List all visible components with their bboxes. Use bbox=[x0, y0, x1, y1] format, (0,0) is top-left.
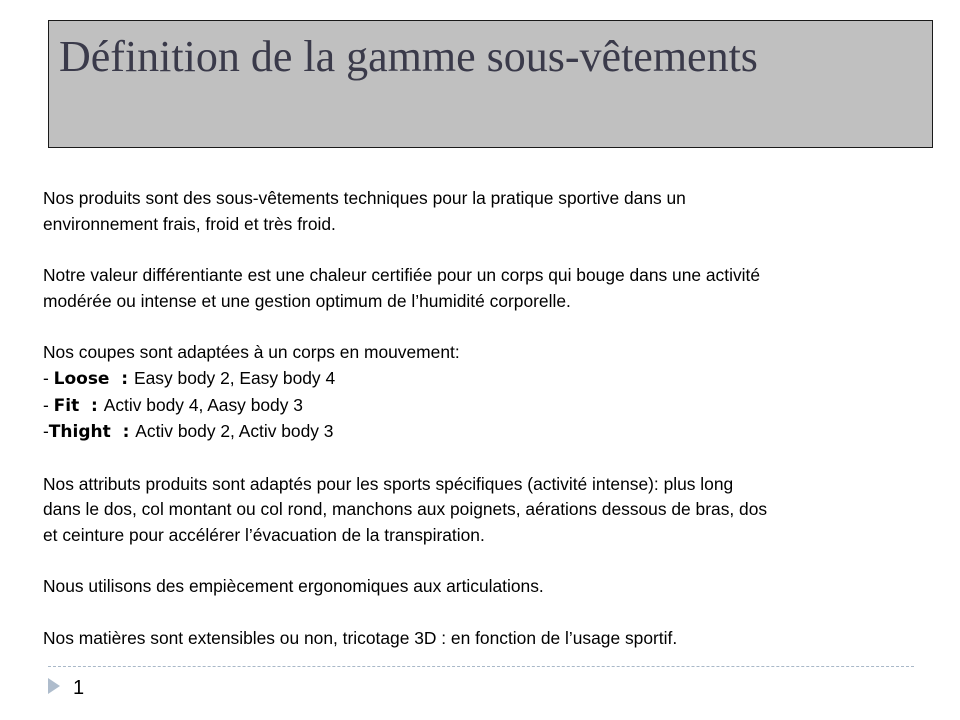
page-number: 1 bbox=[73, 677, 85, 699]
fit-models: Easy body 2, Easy body 4 bbox=[134, 367, 336, 388]
fit-separator: : bbox=[79, 395, 104, 416]
ergonomic-text: Nous utilisons des empiècement ergonomiques aux articulations. bbox=[43, 576, 544, 597]
spacer bbox=[43, 549, 943, 575]
value-text-line-2: modérée ou intense et une gestion optimum de l’humidité corporelle. bbox=[43, 290, 571, 311]
fit-models: Activ body 2, Activ body 3 bbox=[135, 421, 334, 442]
fit-models: Activ body 4, Aasy body 3 bbox=[103, 394, 303, 415]
slide-body bbox=[43, 186, 943, 652]
attributes-text-line-2: dans le dos, col montant ou col rond, manchons aux poignets, aérations dessous de bras, dos bbox=[43, 499, 768, 520]
fit-item-thight bbox=[43, 419, 943, 446]
spacer bbox=[43, 446, 943, 472]
fit-prefix: - bbox=[43, 421, 49, 442]
attributes-text-line-1: Nos attributs produits sont adaptés pour les sports spécifiques (activité intense): plus long bbox=[43, 473, 734, 494]
spacer bbox=[43, 315, 943, 341]
spacer bbox=[43, 237, 943, 263]
attributes-text-line-3: et ceinture pour accélérer l’évacuation de la transpiration. bbox=[43, 525, 485, 546]
fit-prefix: - bbox=[43, 367, 54, 388]
spacer bbox=[43, 600, 943, 626]
title-box bbox=[48, 20, 933, 148]
triangle-arrow-icon bbox=[48, 678, 60, 694]
fit-separator: : bbox=[110, 422, 136, 443]
materials-text: Nos matières sont extensibles ou non, tricotage 3D : en fonction de l’usage sportif. bbox=[43, 627, 678, 648]
fit-name: Loose bbox=[53, 368, 110, 389]
fit-prefix: - bbox=[43, 394, 54, 415]
footer-divider bbox=[48, 666, 914, 667]
slide-title: Définition de la gamme sous-vêtements bbox=[59, 32, 758, 81]
fit-item-loose bbox=[43, 366, 943, 393]
fit-item-fit bbox=[43, 393, 943, 420]
value-text-line-1: Notre valeur différentiante est une chaleur certifiée pour un corps qui bouge dans une activité bbox=[43, 265, 761, 286]
fit-name: Thight bbox=[48, 422, 111, 443]
products-text-line-2: environnement frais, froid et très froid. bbox=[43, 213, 336, 234]
fits-intro: Nos coupes sont adaptées à un corps en mouvement: bbox=[43, 342, 460, 363]
fit-separator: : bbox=[109, 368, 135, 389]
fit-name: Fit bbox=[53, 395, 80, 416]
products-text-line-1: Nos produits sont des sous-vêtements techniques pour la pratique sportive dans un bbox=[43, 188, 686, 208]
